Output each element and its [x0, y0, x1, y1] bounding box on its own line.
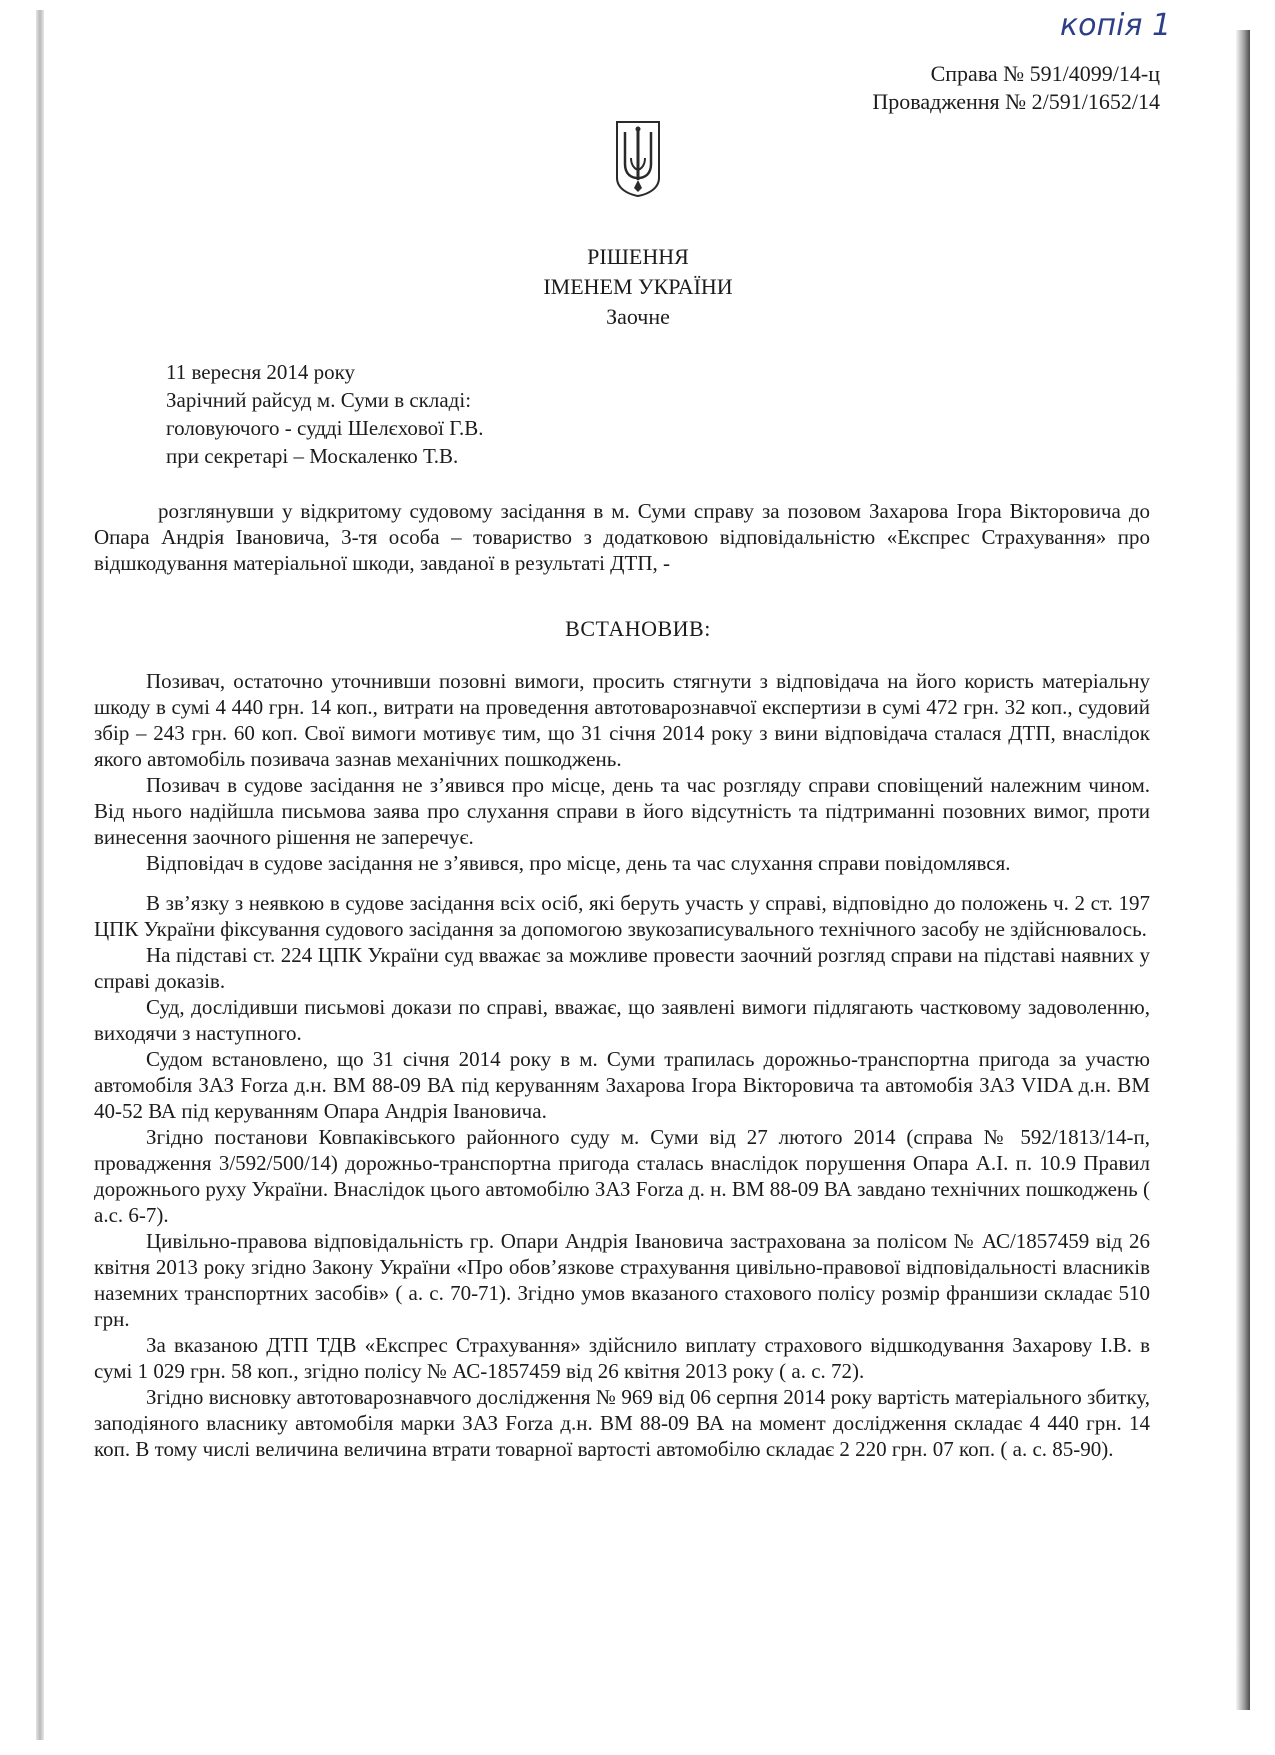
paragraph-absentia-review: На підставі ст. 224 ЦПК України суд вважає за можливе провести заочний розгляд справи на підставі наявних у справі доказів.	[94, 943, 1150, 993]
case-number: Справа № 591/4099/14-ц	[930, 61, 1160, 86]
presiding-judge: головуючого - судді Шелєхової Г.В.	[166, 416, 484, 440]
case-info	[780, 60, 1160, 116]
paragraph-recording: В зв’язку з неявкою в судове засідання всіх осіб, які беруть участь у справі, відповідно до положень ч. 2 ст. 197 ЦПК України фіксування судового засідання за допомогою звукозаписувального технічного засобу не здійснювалось.	[94, 891, 1150, 941]
paragraph-accident: Судом встановлено, що 31 січня 2014 року в м. Суми трапилась дорожньо-транспортна пригода за участю автомобіля ЗАЗ Forza д.н. ВМ 88-09 ВА під керуванням Захарова Ігора Вікторовича та автомобія ЗАЗ VIDA д.н. ВМ 40-52 ВА під керуванням Опара Андрія Івановича.	[94, 1047, 1150, 1123]
paragraph-appraisal: Згідно висновку автотоварознавчого дослідження № 969 від 06 серпня 2014 року вартість матеріального збитку, заподіяного власнику автомобіля марки ЗАЗ Forza д.н. ВМ 88-09 ВА на момент дослідження складає 4 440 грн. 14 коп. В тому числі величина величина втрати товарної вартості автомобілю складає 2 220 грн. 07 коп. ( а. с. 85-90).	[94, 1385, 1150, 1461]
court-secretary: при секретарі – Москаленко Т.В.	[166, 444, 459, 468]
handwritten-note: копія 1	[1060, 8, 1172, 43]
trident-icon	[613, 118, 663, 198]
title-in-absentia: Заочне	[606, 304, 670, 329]
court-info	[166, 358, 866, 470]
paragraph-evidence: Суд, дослідивши письмові докази по справі, вважає, що заявлені вимоги підлягають частковому задоволенню, виходячи з наступного.	[94, 995, 1150, 1045]
paragraph-insurance: Цивільно-правова відповідальність гр. Опари Андрія Івановича застрахована за полісом № АС/1857459 від 26 квітня 2013 року згідно Закону України «Про обов’язкове страхування цивільно-правової відповідальності власників наземних транспортних засобів» ( а. с. 70-71). Згідно умов вказаного стахового полісу розмір франшизи складає 510 грн.	[94, 1229, 1150, 1331]
intro-section	[94, 498, 1150, 576]
title-decision: РІШЕННЯ	[587, 244, 689, 269]
paragraph-claim: Позивач, остаточно уточнивши позовні вимоги, просить стягнути з відповідача на його користь матеріальну шкоду в сумі 4 440 грн. 14 коп., витрати на проведення автотоварознавчої експертизи в сумі 472 грн. 32 коп., судовий збір – 243 грн. 60 коп. Свої вимоги мотивує тим, що 31 січня 2014 року з вини відповідача сталася ДТП, внаслідок якого автомобіль позивача зазнав механічних пошкоджень.	[94, 669, 1150, 771]
section-heading: ВСТАНОВИВ:	[565, 616, 711, 641]
paragraph-payment: За вказаною ДТП ТДВ «Експрес Страхування» здійснило виплату страхового відшкодування Захарову І.В. в сумі 1 029 грн. 58 коп., згідно полісу № АС-1857459 від 26 квітня 2013 року ( а. с. 72).	[94, 1333, 1150, 1383]
paragraph-plaintiff-absence: Позивач в судове засідання не з’явився про місце, день та час розгляду справи сповіщений належним чином. Від нього надійшла письмова заява про слухання справи в його відсутність та підтриманні позовних вимог, проти винесення заочного рішення не заперечує.	[94, 773, 1150, 849]
scan-edge-left	[36, 10, 44, 1740]
proceeding-number: Провадження № 2/591/1652/14	[872, 89, 1160, 114]
decision-date: 11 вересня 2014 року	[166, 360, 356, 384]
court-name: Зарічний райсуд м. Суми в складі:	[166, 388, 472, 412]
paragraph-ruling: Згідно постанови Ковпаківського районного суду м. Суми від 27 лютого 2014 (справа № 592/1813/14-п, провадження 3/592/500/14) дорожньо-транспортна пригода сталась внаслідок порушення Опара А.І. п. 10.9 Правил дорожнього руху України. Внаслідок цього автомобілю ЗАЗ Forza д. н. ВМ 88-09 ВА завдано технічних пошкоджень ( а.с. 6-7).	[94, 1125, 1150, 1227]
paragraph-defendant-absence: Відповідач в судове засідання не з’явився, про місце, день та час слухання справи повідомлявся.	[146, 851, 1011, 875]
intro-paragraph: розглянувши у відкритому судовому засідання в м. Суми справу за позовом Захарова Ігора Вікторовича до Опара Андрія Івановича, 3-тя особа – товариство з додатковою відповідальністю «Експрес Страхування» про відшкодування матеріальної шкоди, завданої в результаті ДТП, -	[94, 499, 1150, 575]
scan-edge-right	[1236, 30, 1250, 1710]
decision-title	[438, 242, 838, 332]
title-name-of-ukraine: ІМЕНЕМ УКРАЇНИ	[543, 274, 733, 299]
main-text	[94, 668, 1150, 1462]
